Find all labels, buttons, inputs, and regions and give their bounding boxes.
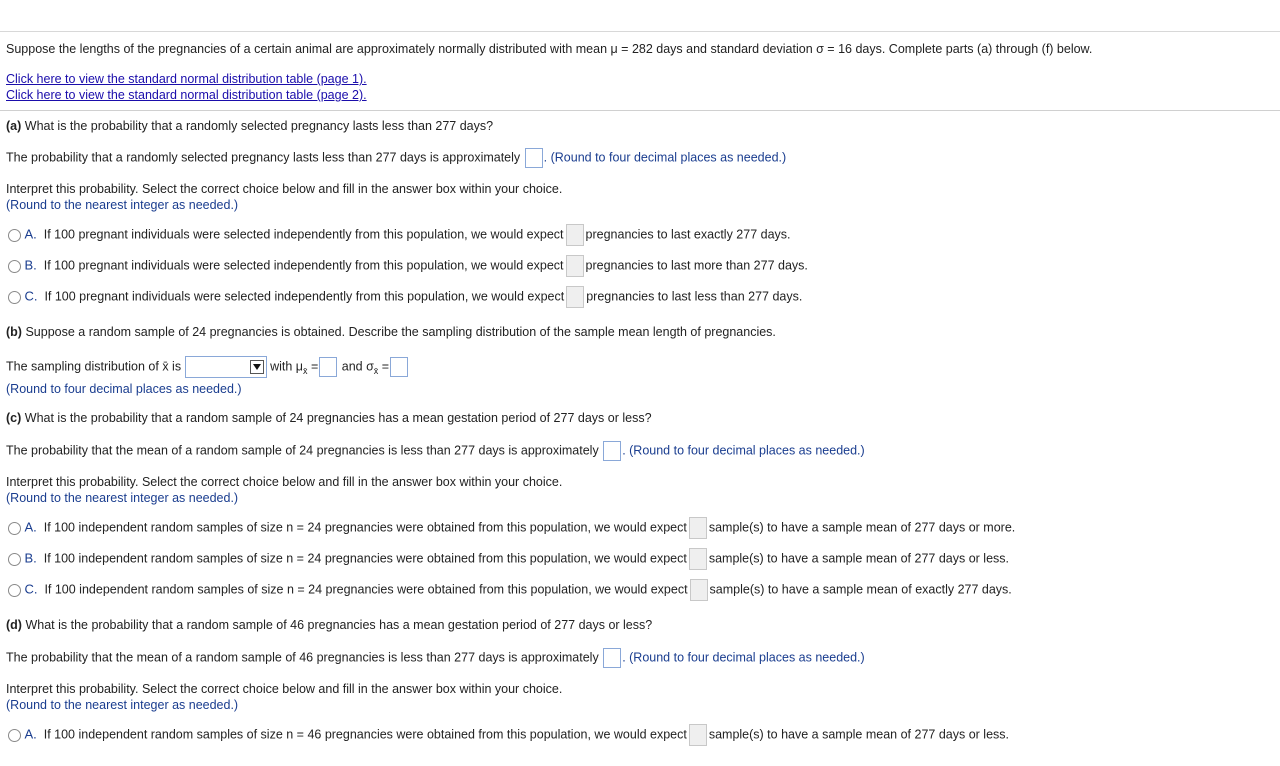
equals-sign: = (310, 359, 319, 374)
part-a-choice-a-input[interactable] (566, 224, 584, 246)
part-d-interpret: Interpret this probability. Select the correct choice below and fill in the answer box within your choice. (6, 682, 563, 696)
choice-letter: B. (24, 257, 37, 273)
section-divider (0, 110, 1280, 111)
choice-text-post: sample(s) to have a sample mean of 277 days or less. (708, 727, 1009, 742)
choice-letter: C. (24, 581, 38, 597)
part-c-label: (c) (6, 411, 22, 425)
part-d-interpret-round: (Round to the nearest integer as needed.) (6, 698, 239, 712)
part-c-answer-text: The probability that the mean of a random sample of 24 pregnancies is less than 277 days is approximately (6, 443, 599, 458)
radio-button[interactable] (8, 291, 21, 304)
std-dev-input[interactable] (390, 357, 408, 377)
choice-text: If 100 independent random samples of size n = 46 pregnancies were obtained from this population, we would expect (43, 727, 687, 742)
radio-button[interactable] (8, 553, 21, 566)
choice-text-post: pregnancies to last less than 277 days. (586, 289, 803, 304)
part-b-round-note: (Round to four decimal places as needed.) (6, 382, 242, 396)
part-d-round-note: . (Round to four decimal places as needed.) (622, 650, 865, 665)
choice-text-post: sample(s) to have a sample mean of 277 days or more. (708, 520, 1016, 535)
part-a-question (6, 119, 493, 133)
part-a-question-text: What is the probability that a randomly selected pregnancy lasts less than 277 days? (24, 119, 494, 133)
part-b-line-pre: The sampling distribution of x̄ is (6, 359, 182, 374)
radio-button[interactable] (8, 229, 21, 242)
part-d-choice-a[interactable] (8, 724, 1009, 746)
top-divider (0, 31, 1280, 32)
radio-button[interactable] (8, 260, 21, 273)
part-a-choice-c-input[interactable] (566, 286, 584, 308)
part-b-question-text: Suppose a random sample of 24 pregnancies is obtained. Describe the sampling distribution of the sample mean length of pregnancies. (25, 325, 776, 339)
chevron-down-icon[interactable] (250, 360, 264, 374)
part-c-interpret: Interpret this probability. Select the correct choice below and fill in the answer box within your choice. (6, 475, 563, 489)
part-a-choice-b-input[interactable] (566, 255, 584, 277)
part-b-label: (b) (6, 325, 22, 339)
part-a-round-note: . (Round to four decimal places as needed.) (543, 150, 787, 165)
with-mu-label: with μ (270, 359, 303, 374)
part-c-question (6, 411, 652, 425)
part-d-question-text: What is the probability that a random sample of 46 pregnancies has a mean gestation period of 277 days or less? (25, 618, 653, 632)
choice-text-post: pregnancies to last exactly 277 days. (585, 227, 791, 242)
radio-button[interactable] (8, 729, 21, 742)
choice-letter: B. (24, 550, 37, 566)
part-a-choice-b[interactable] (8, 255, 808, 277)
choice-text: If 100 independent random samples of size n = 24 pregnancies were obtained from this population, we would expect (44, 582, 688, 597)
part-c-choice-b-input[interactable] (689, 548, 707, 570)
choice-letter: A. (24, 519, 37, 535)
part-d-answer-line (6, 648, 865, 668)
part-a-choice-c[interactable] (8, 286, 802, 308)
part-b-question (6, 325, 776, 339)
part-a-choice-a[interactable] (8, 224, 791, 246)
part-c-answer-line (6, 441, 865, 461)
part-c-question-text: What is the probability that a random sample of 24 pregnancies has a mean gestation period of 277 days or less? (24, 411, 652, 425)
choice-letter: A. (24, 226, 37, 242)
part-d-choice-a-input[interactable] (689, 724, 707, 746)
part-c-choice-a-input[interactable] (689, 517, 707, 539)
part-a-probability-input[interactable] (525, 148, 543, 168)
radio-button[interactable] (8, 522, 21, 535)
part-a-interpret: Interpret this probability. Select the correct choice below and fill in the answer box within your choice. (6, 182, 563, 196)
normal-table-link-page-2[interactable]: Click here to view the standard normal distribution table (page 2). (6, 88, 367, 102)
choice-text: If 100 pregnant individuals were selected independently from this population, we would expect (44, 289, 565, 304)
part-b-answer-line (6, 356, 409, 378)
mean-input[interactable] (319, 357, 337, 377)
part-d-label: (d) (6, 618, 22, 632)
choice-text-post: pregnancies to last more than 277 days. (585, 258, 808, 273)
radio-button[interactable] (8, 584, 21, 597)
part-c-choice-a[interactable] (8, 517, 1015, 539)
part-c-choice-b[interactable] (8, 548, 1009, 570)
choice-text: If 100 pregnant individuals were selected independently from this population, we would expect (43, 227, 564, 242)
part-c-round-note: . (Round to four decimal places as needed.) (622, 443, 865, 458)
choice-letter: C. (24, 288, 38, 304)
choice-letter: A. (24, 726, 37, 742)
part-d-probability-input[interactable] (603, 648, 621, 668)
part-a-label: (a) (6, 119, 22, 133)
normal-table-link-page-1[interactable]: Click here to view the standard normal distribution table (page 1). (6, 72, 367, 86)
mu-subscript: x̄ (302, 365, 308, 376)
part-c-choice-c-input[interactable] (690, 579, 708, 601)
part-d-question (6, 618, 652, 632)
part-a-answer-line (6, 148, 786, 168)
part-d-answer-text: The probability that the mean of a random sample of 46 pregnancies is less than 277 days is approximately (6, 650, 599, 665)
part-c-interpret-round: (Round to the nearest integer as needed.) (6, 491, 239, 505)
choice-text: If 100 pregnant individuals were selected independently from this population, we would expect (43, 258, 564, 273)
part-c-probability-input[interactable] (603, 441, 621, 461)
choice-text: If 100 independent random samples of size n = 24 pregnancies were obtained from this population, we would expect (43, 551, 687, 566)
equals-sign: = (381, 359, 390, 374)
choice-text-post: sample(s) to have a sample mean of 277 days or less. (708, 551, 1009, 566)
and-sigma-label: and σ (341, 359, 374, 374)
distribution-shape-dropdown[interactable] (185, 356, 267, 378)
part-a-answer-text: The probability that a randomly selected pregnancy lasts less than 277 days is approximately (6, 150, 521, 165)
choice-text: If 100 independent random samples of size n = 24 pregnancies were obtained from this population, we would expect (43, 520, 687, 535)
part-c-choice-c[interactable] (8, 579, 1012, 601)
problem-intro: Suppose the lengths of the pregnancies of a certain animal are approximately normally distributed with mean μ = 282 days and standard deviation σ = 16 days. Complete parts (a) through (f) below. (6, 42, 1093, 56)
choice-text-post: sample(s) to have a sample mean of exactly 277 days. (709, 582, 1012, 597)
part-a-interpret-round: (Round to the nearest integer as needed.) (6, 198, 239, 212)
sigma-subscript: x̄ (373, 365, 379, 376)
